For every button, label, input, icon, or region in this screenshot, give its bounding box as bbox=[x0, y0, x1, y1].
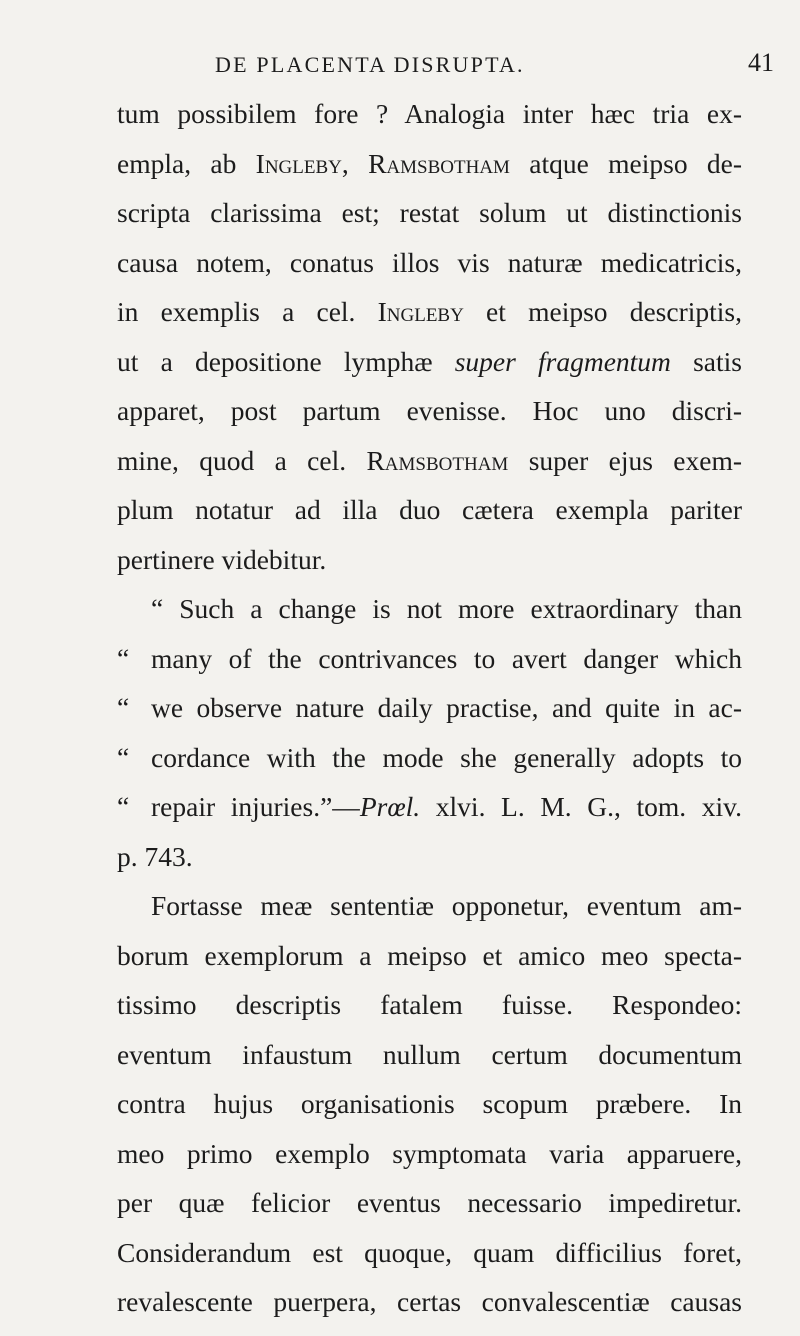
quote-line bbox=[117, 782, 742, 832]
text-span: , bbox=[341, 147, 369, 179]
quote-mark: “ bbox=[151, 593, 164, 624]
text-line: revalescente puerpera, certas convalescentiæ causas bbox=[117, 1286, 742, 1317]
page-header bbox=[0, 48, 800, 92]
text-line: scripta clarissima est; restat solum ut distinctionis bbox=[117, 197, 742, 228]
text-line: contra hujus organisationis scopum præbere. In bbox=[117, 1088, 742, 1119]
text-line: causa notem, conatus illos vis naturæ medicatricis, bbox=[117, 246, 742, 278]
text-line bbox=[117, 337, 742, 387]
body-text bbox=[117, 89, 742, 1327]
text-span: atque meipso de- bbox=[509, 147, 743, 179]
text-line bbox=[117, 139, 742, 189]
text-span: satis bbox=[670, 345, 742, 377]
text-span: empla, ab bbox=[117, 147, 256, 179]
text-line bbox=[117, 436, 742, 486]
text-span: repair injuries.”— bbox=[151, 791, 360, 822]
text-span: ut a depositione lymphæ bbox=[117, 345, 455, 377]
text-span: many of the contrivances to avert danger which bbox=[151, 642, 742, 674]
running-title: DE PLACENTA DISRUPTA. bbox=[215, 52, 525, 77]
quote-line bbox=[117, 683, 742, 733]
text-line: Considerandum est quoque, quam difficilius foret, bbox=[117, 1236, 742, 1268]
text-line: borum exemplorum a meipso et amico meo specta- bbox=[117, 939, 742, 971]
quote-mark: “ bbox=[117, 741, 130, 773]
text-span: super ejus exem- bbox=[508, 444, 742, 476]
text-line: apparet, post partum evenisse. Hoc uno discri- bbox=[117, 395, 742, 426]
author-name: Ingleby bbox=[377, 296, 464, 327]
page-number: 41 bbox=[748, 48, 774, 77]
text-line: pertinere videbitur. bbox=[117, 543, 327, 575]
text-line: plum notatur ad illa duo cætera exempla pariter bbox=[117, 494, 742, 525]
quote-mark: “ bbox=[117, 692, 130, 723]
citation-abbrev: Prœl. bbox=[359, 791, 421, 822]
text-span: et meipso descriptis, bbox=[463, 296, 743, 327]
italic-phrase: super fragmentum bbox=[454, 345, 671, 377]
text-span: Such a change is not more extraordinary than bbox=[179, 593, 742, 624]
quote-line bbox=[117, 584, 742, 634]
text-line: meo primo exemplo symptomata varia apparuere, bbox=[117, 1137, 742, 1169]
quote-line bbox=[117, 733, 742, 783]
text-line: per quæ felicior eventus necessario impediretur. bbox=[117, 1187, 742, 1218]
text-span: cordance with the mode she generally adopts to bbox=[151, 741, 742, 773]
text-line bbox=[117, 287, 742, 337]
quote-mark: “ bbox=[117, 791, 130, 822]
author-name: Ingleby bbox=[255, 147, 342, 179]
author-name: Ramsbotham bbox=[366, 444, 509, 476]
author-name: Ramsbotham bbox=[368, 147, 510, 179]
text-span: mine, quod a cel. bbox=[117, 444, 367, 476]
quote-line bbox=[117, 634, 742, 684]
text-span: xlvi. L. M. G., tom. xiv. bbox=[420, 791, 743, 822]
text-line: Fortasse meæ sententiæ opponetur, eventum am- bbox=[151, 890, 742, 921]
text-line: tissimo descriptis fatalem fuisse. Respondeo: bbox=[117, 989, 742, 1020]
text-line: eventum infaustum nullum certum documentum bbox=[117, 1038, 742, 1070]
quote-line: p. 743. bbox=[117, 840, 193, 872]
text-line: tum possibilem fore ? Analogia inter hæc tria ex- bbox=[117, 98, 742, 129]
text-span: we observe nature daily practise, and quite in ac- bbox=[151, 692, 742, 723]
text-span: in exemplis a cel. bbox=[117, 296, 378, 327]
quote-mark: “ bbox=[117, 642, 130, 674]
